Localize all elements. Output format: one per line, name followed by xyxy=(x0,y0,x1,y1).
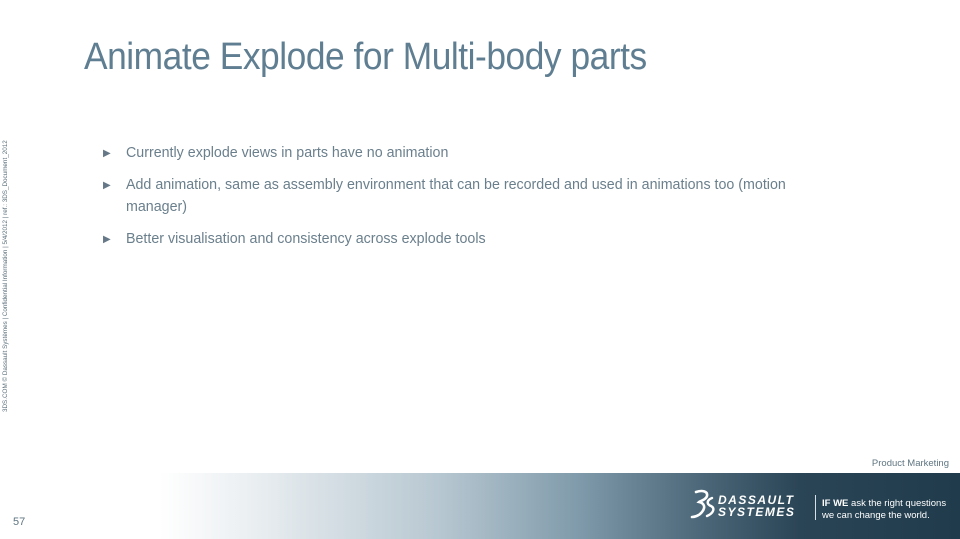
page-number: 57 xyxy=(13,516,26,528)
footer-band xyxy=(0,473,960,539)
logo-wordmark xyxy=(718,494,795,518)
department-label: Product Marketing xyxy=(871,458,949,469)
tagline-line-1-rest: ask the right questions xyxy=(848,498,947,509)
tagline-divider xyxy=(815,495,816,520)
bullet-list xyxy=(100,142,860,260)
tagline-line-2: we can change the world. xyxy=(822,510,930,521)
tagline-emphasis: IF WE xyxy=(822,498,849,509)
bullet-arrow-icon: ▶ xyxy=(103,180,111,191)
tagline xyxy=(822,498,946,522)
bullet-text: Currently explode views in parts have no animation xyxy=(126,144,449,161)
bullet-arrow-icon: ▶ xyxy=(103,148,111,159)
bullet-item xyxy=(100,142,860,164)
bullet-item xyxy=(100,174,860,218)
3ds-logo-icon xyxy=(690,488,718,524)
confidential-note: 3DS.COM © Dassault Systèmes | Confidential Information | 5/4/2012 | ref.: 3DS_Document_2012 xyxy=(2,140,9,412)
company-logo xyxy=(690,488,810,524)
bullet-text: Add animation, same as assembly environment that can be recorded and used in animations too (motion manager) xyxy=(126,176,786,215)
slide-title: Animate Explode for Multi-body parts xyxy=(84,36,647,78)
logo-line-2: SYSTEMES xyxy=(718,505,796,519)
bullet-arrow-icon: ▶ xyxy=(103,234,111,245)
bullet-text: Better visualisation and consistency across explode tools xyxy=(126,230,486,247)
logo-line-1: DASSAULT xyxy=(718,493,795,507)
tagline-line-1 xyxy=(822,498,946,510)
bullet-item xyxy=(100,228,860,250)
